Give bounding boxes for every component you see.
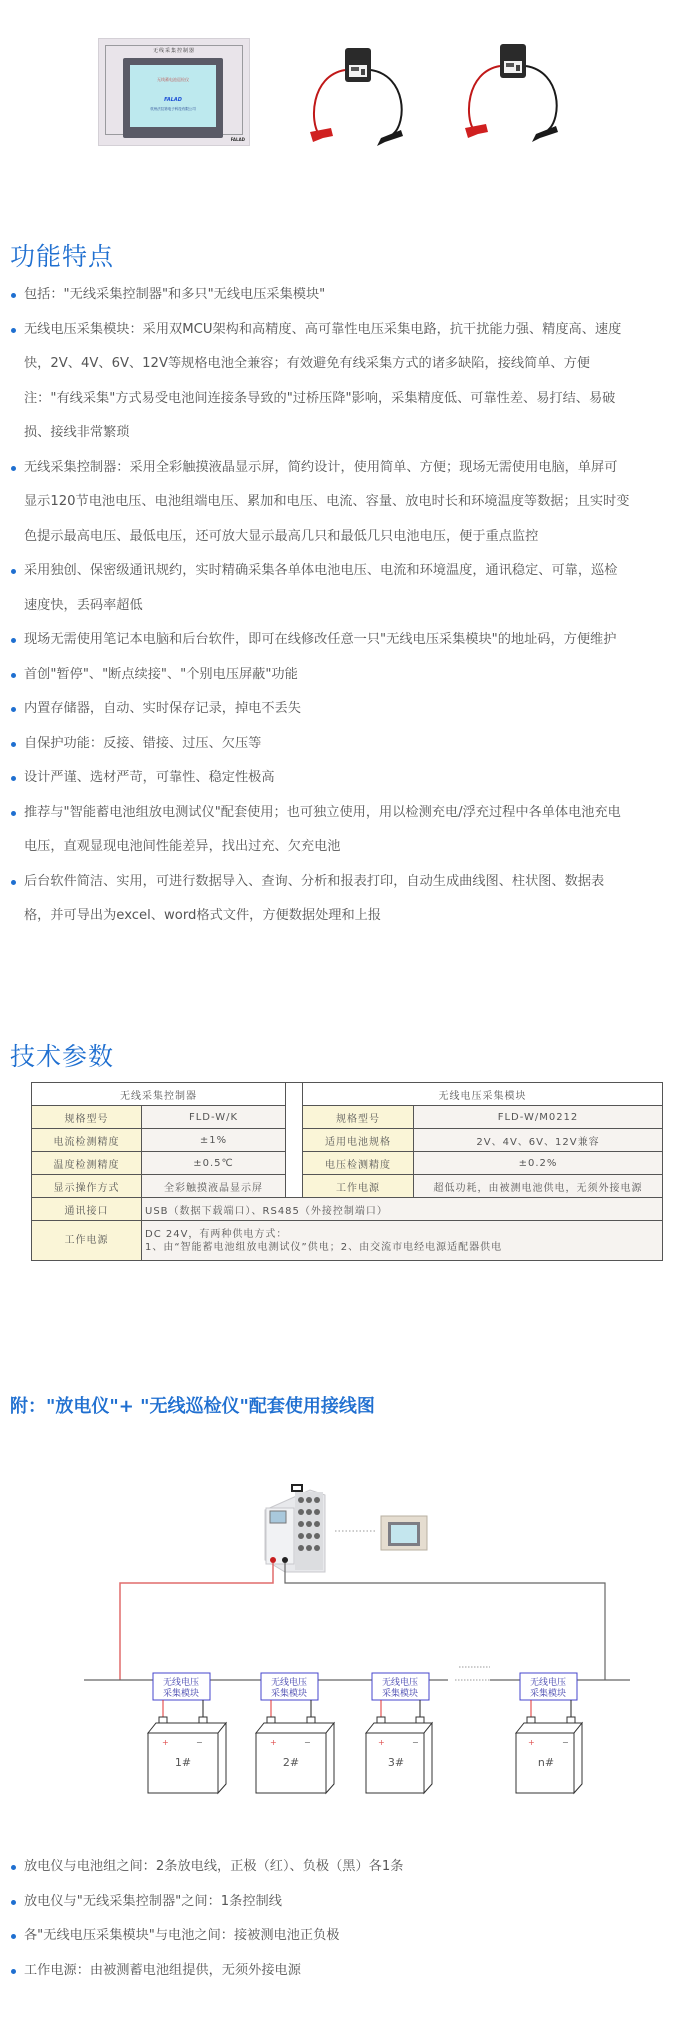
controller-small-image xyxy=(381,1516,427,1550)
feature-line: 无线电压采集模块：采用双MCU架构和高精度、高可靠性电压采集电路，抗干扰能力强、精度高、速度 xyxy=(24,321,622,337)
svg-text:采集模块: 采集模块 xyxy=(270,1689,308,1699)
wiring-heading: 附："放电仪"+ "无线巡检仪"配套使用接线图 xyxy=(10,1396,375,1417)
spec-row xyxy=(32,1106,663,1129)
controller-corner-brand: FALAD xyxy=(230,137,245,142)
feature-item xyxy=(10,313,690,451)
feature-line: 电压，直观显现电池间性能差异，找出过充、欠充电池 xyxy=(24,839,341,854)
discharge-tester-image xyxy=(265,1485,325,1572)
spec-label: 通讯接口 xyxy=(32,1198,142,1221)
feature-item xyxy=(10,727,690,762)
wiring-note-text: 放电仪与"无线采集控制器"之间：1条控制线 xyxy=(24,1893,282,1909)
feature-line: 格，并可导出为excel、word格式文件，方便数据处理和上报 xyxy=(24,908,382,923)
feature-item xyxy=(10,692,690,727)
spec-header-row xyxy=(32,1083,663,1106)
spec-value: 2V、4V、6V、12V兼容 xyxy=(414,1129,663,1152)
spec-label: 规格型号 xyxy=(32,1106,142,1129)
wiring-notes-list xyxy=(10,1850,690,1988)
features-heading: 功能特点 xyxy=(10,242,115,271)
spec-table xyxy=(31,1082,662,1261)
voltage-module-image-2 xyxy=(460,34,570,144)
controller-header: 无线采集控制器 xyxy=(32,1083,286,1106)
svg-text:−: − xyxy=(412,1738,419,1747)
feature-line: 设计严谨、选材严苛，可靠性、稳定性极高 xyxy=(24,770,275,785)
spec-label: 电压检测精度 xyxy=(303,1152,414,1175)
svg-text:+: + xyxy=(528,1738,535,1747)
spec-label: 电流检测精度 xyxy=(32,1129,142,1152)
battery-1 xyxy=(148,1673,226,1793)
feature-item xyxy=(10,451,690,555)
feature-line: 显示120节电池电压、电池组端电压、累加和电压、电流、容量、放电时长和环境温度等数据；且实时变 xyxy=(24,494,630,509)
spec-value: 全彩触摸液晶显示屏 xyxy=(142,1175,286,1198)
svg-text:无线电压: 无线电压 xyxy=(381,1678,419,1688)
spec-label: 规格型号 xyxy=(303,1106,414,1129)
spec-value: FLD-W/K xyxy=(142,1106,286,1129)
voltage-module-image-1 xyxy=(305,38,415,148)
wiring-note-text: 放电仪与电池组之间：2条放电线，正极（红）、负极（黑）各1条 xyxy=(24,1859,404,1874)
feature-line: 内置存储器，自动、实时保存记录，掉电不丢失 xyxy=(24,701,301,716)
svg-text:+: + xyxy=(270,1738,277,1747)
positive-wire xyxy=(120,1563,273,1680)
spec-value xyxy=(142,1221,663,1261)
feature-line: 自保护功能：反接、错接、过压、欠压等 xyxy=(24,735,262,751)
svg-text:无线电压: 无线电压 xyxy=(162,1678,200,1688)
wiring-note-text: 工作电源：由被测蓄电池组提供，无须外接电源 xyxy=(24,1962,301,1978)
lcd-company: 杭州法拉第电子科技有限公司 xyxy=(150,107,196,111)
specs-heading: 技术参数 xyxy=(10,1042,115,1071)
feature-line: 色提示最高电压、最低电压，还可放大显示最高几只和最低几只电池电压，便于重点监控 xyxy=(24,528,539,544)
svg-text:1#: 1# xyxy=(174,1756,192,1769)
lcd-brand: FALAD xyxy=(164,97,182,103)
spec-label: 工作电源 xyxy=(303,1175,414,1198)
spec-label: 适用电池规格 xyxy=(303,1129,414,1152)
svg-text:2#: 2# xyxy=(282,1756,300,1769)
spec-label: 显示操作方式 xyxy=(32,1175,142,1198)
feature-line: 后台软件简洁、实用，可进行数据导入、查询、分析和报表打印，自动生成曲线图、柱状图、数据表 xyxy=(24,873,605,889)
controller-panel-title: 无线采集控制器 xyxy=(152,48,195,54)
wiring-note xyxy=(10,1919,690,1954)
spec-row xyxy=(32,1175,663,1198)
spec-row-comm xyxy=(32,1198,663,1221)
battery-n xyxy=(516,1673,582,1793)
feature-line: 采用独创、保密级通讯规约，实时精确采集各单体电池电压、电流和环境温度，通讯稳定、可靠，巡检 xyxy=(24,563,618,578)
svg-text:n#: n# xyxy=(537,1756,555,1769)
feature-line: 包括："无线采集控制器"和多只"无线电压采集模块" xyxy=(24,287,326,302)
svg-text:3#: 3# xyxy=(387,1756,405,1769)
wiring-note-text: 各"无线电压采集模块"与电池之间：接被测电池正负极 xyxy=(24,1928,340,1943)
feature-item xyxy=(10,658,690,693)
spec-label: 工作电源 xyxy=(32,1221,142,1261)
spec-value: ±0.5℃ xyxy=(142,1152,286,1175)
feature-line: 无线采集控制器：采用全彩触摸液晶显示屏，简约设计，使用简单、方便；现场无需使用电脑，单屏可 xyxy=(24,459,618,475)
svg-text:采集模块: 采集模块 xyxy=(381,1689,419,1699)
spec-value: FLD-W/M0212 xyxy=(414,1106,663,1129)
table-gap xyxy=(286,1083,303,1198)
feature-line: 推荐与"智能蓄电池组放电测试仪"配套使用；也可独立使用，用以检测充电/浮充过程中各单体电池充电 xyxy=(24,804,621,820)
spec-row xyxy=(32,1129,663,1152)
svg-text:采集模块: 采集模块 xyxy=(162,1689,200,1699)
feature-line: 快，2V、4V、6V、12V等规格电池全兼容；有效避免有线采集方式的诸多缺陷，接线简单、方便 xyxy=(24,356,590,371)
features-list xyxy=(10,278,690,934)
svg-text:无线电压: 无线电压 xyxy=(529,1678,567,1688)
feature-item xyxy=(10,623,690,658)
svg-text:−: − xyxy=(196,1738,203,1747)
wiring-note xyxy=(10,1954,690,1989)
svg-text:采集模块: 采集模块 xyxy=(529,1689,567,1699)
spec-label: 温度检测精度 xyxy=(32,1152,142,1175)
feature-line: 损、接线非常繁琐 xyxy=(24,425,130,440)
spec-value: ±0.2% xyxy=(414,1152,663,1175)
spec-row xyxy=(32,1152,663,1175)
feature-line: 现场无需使用笔记本电脑和后台软件，即可在线修改任意一只"无线电压采集模块"的地址码，方便维护 xyxy=(24,632,617,647)
power-line-2: 1、由“智能蓄电池组放电测试仪”供电；2、由交流市电经电源适配器供电 xyxy=(145,1241,503,1253)
feature-item xyxy=(10,865,690,934)
feature-line: 速度快，丢码率超低 xyxy=(24,597,143,613)
spec-value: ±1% xyxy=(142,1129,286,1152)
feature-line: 注："有线采集"方式易受电池间连接条导致的"过桥压降"影响，采集精度低、可靠性差、易打结、易破 xyxy=(24,390,616,406)
feature-line: 首创"暂停"、"断点续接"、"个别电压屏蔽"功能 xyxy=(24,666,298,682)
battery-3 xyxy=(366,1673,432,1793)
feature-item xyxy=(10,796,690,865)
svg-text:+: + xyxy=(162,1738,169,1747)
svg-text:+: + xyxy=(378,1738,385,1747)
feature-item xyxy=(10,278,690,313)
wiring-diagram xyxy=(0,1440,700,1820)
feature-item xyxy=(10,761,690,796)
spec-row-power xyxy=(32,1221,663,1261)
power-line-1: DC 24V，有两种供电方式： xyxy=(145,1228,288,1240)
module-header: 无线电压采集模块 xyxy=(303,1083,663,1106)
controller-bezel xyxy=(123,58,223,138)
controller-lcd-screen xyxy=(130,65,216,127)
controller-product-image xyxy=(98,38,250,146)
svg-text:无线电压: 无线电压 xyxy=(270,1678,308,1688)
svg-text:−: − xyxy=(304,1738,311,1747)
feature-item xyxy=(10,554,690,623)
spec-value: 超低功耗，由被测电池供电，无须外接电源 xyxy=(414,1175,663,1198)
negative-wire xyxy=(285,1563,605,1680)
spec-value: USB（数据下载端口）、RS485（外接控制端口） xyxy=(142,1198,663,1221)
battery-2 xyxy=(256,1673,334,1793)
lcd-line-1: 无线蓄电池巡检仪 xyxy=(157,77,189,82)
wiring-note xyxy=(10,1885,690,1920)
wiring-note xyxy=(10,1850,690,1885)
svg-text:−: − xyxy=(562,1738,569,1747)
